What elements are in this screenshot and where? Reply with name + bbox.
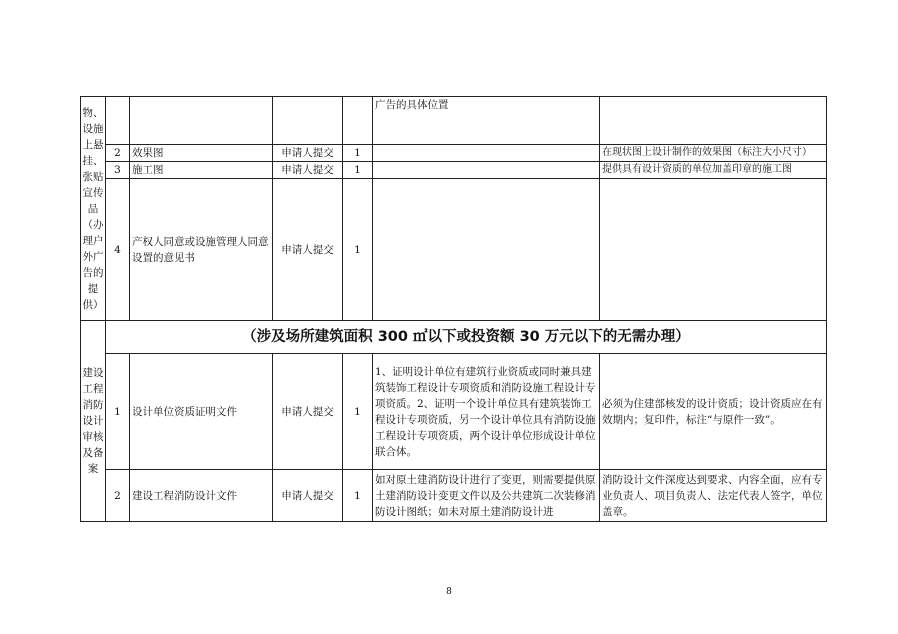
note: 消防设计文件深度达到要求、内容全面，应有专业负责人、项目负责人、法定代表人签字，单位盖章。	[600, 470, 827, 522]
note	[600, 179, 827, 321]
material-name: 产权人同意或设施管理人同意设置的意见书	[130, 179, 273, 321]
material-name	[130, 97, 273, 145]
requirement	[373, 162, 600, 179]
page-number: 8	[446, 587, 452, 597]
copies: 1	[343, 145, 373, 162]
note: 必须为住建部核发的设计资质；设计资质应在有效期内；复印件，标注“与原件一致”。	[600, 354, 827, 470]
requirement: 广告的具体位置	[373, 97, 600, 145]
copies: 1	[343, 179, 373, 321]
section-banner: （涉及场所建筑面积 300 ㎡以下或投资额 30 万元以下的无需办理）	[106, 321, 827, 354]
source	[273, 97, 343, 145]
row-no: 2	[106, 145, 130, 162]
category-fire-design: 建设工程消防设计审核及备案	[81, 321, 106, 522]
requirement	[373, 179, 600, 321]
row-no: 1	[106, 354, 130, 470]
requirement: 1、证明设计单位有建筑行业资质或同时兼具建筑装饰工程设计专项资质和消防设施工程设计专项资质。2、证明一个设计单位具有建筑装饰工程设计专项资质，另一个设计单位具有消防设施工程设计专项资质，两个设计单位形成设计单位联合体。	[373, 354, 600, 470]
source: 申请人提交	[273, 354, 343, 470]
material-name: 效果图	[130, 145, 273, 162]
note: 在现状图上设计制作的效果图（标注大小尺寸）	[600, 145, 827, 162]
row-no: 3	[106, 162, 130, 179]
note: 提供具有设计资质的单位加盖印章的施工图	[600, 162, 827, 179]
material-name: 设计单位资质证明文件	[130, 354, 273, 470]
material-name: 施工图	[130, 162, 273, 179]
source: 申请人提交	[273, 470, 343, 522]
requirement	[373, 145, 600, 162]
copies: 1	[343, 354, 373, 470]
requirement: 如对原土建消防设计进行了变更，则需要提供原土建消防设计变更文件以及公共建筑二次装修消防设计图纸；如未对原土建消防设计进	[373, 470, 600, 522]
row-no: 2	[106, 470, 130, 522]
source: 申请人提交	[273, 145, 343, 162]
material-name: 建设工程消防设计文件	[130, 470, 273, 522]
note	[600, 97, 827, 145]
copies	[343, 97, 373, 145]
row-no	[106, 97, 130, 145]
source: 申请人提交	[273, 162, 343, 179]
copies: 1	[343, 470, 373, 522]
source: 申请人提交	[273, 179, 343, 321]
materials-table	[80, 96, 827, 522]
row-no: 4	[106, 179, 130, 321]
copies: 1	[343, 162, 373, 179]
category-outdoor-ads: 物、设施上悬挂、张贴宣传品（办理户外广告的提供）	[81, 97, 106, 321]
